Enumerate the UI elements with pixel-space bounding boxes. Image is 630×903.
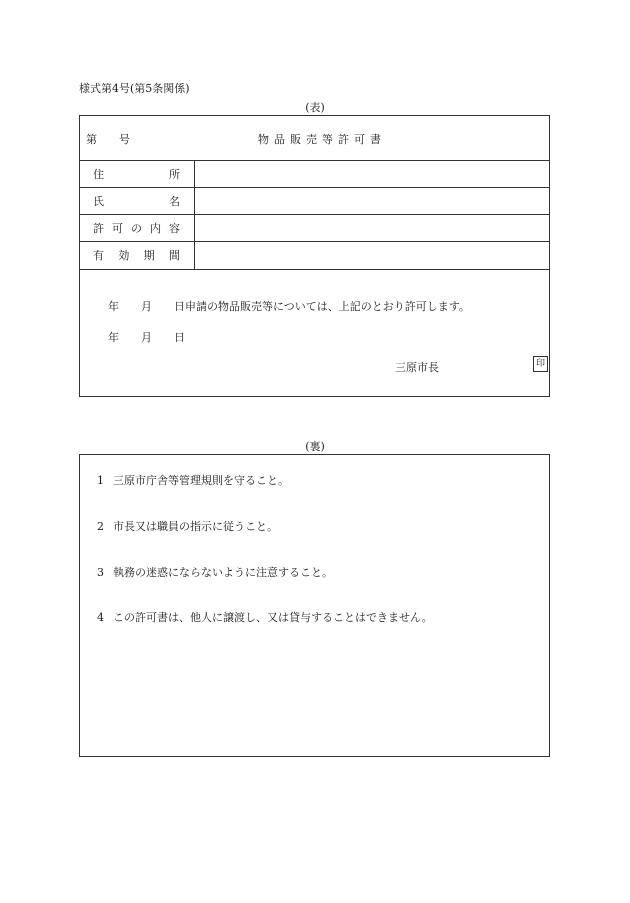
permit-content-label: 許 可 の 内 容 (93, 222, 180, 235)
permit-statement: 年 月 日申請の物品販売等については、上記のとおり許可します。 (108, 300, 470, 313)
name-label: 氏 名 (93, 195, 180, 208)
issue-date: 年 月 日 (108, 331, 185, 344)
note-text: 執務の迷惑にならないように注意すること。 (113, 566, 333, 579)
permit-form-back (79, 454, 550, 757)
note-number: 1 (97, 474, 104, 487)
note-text: 市長又は職員の指示に従うこと。 (113, 520, 278, 533)
note-item (97, 564, 333, 580)
note-number: 3 (97, 566, 104, 579)
permit-content-field[interactable] (196, 215, 545, 241)
seal-stamp: 印 (533, 356, 548, 372)
form-number-label: 様式第4号(第5条関係) (79, 82, 190, 95)
note-item (97, 609, 433, 625)
address-label: 住 所 (93, 168, 180, 181)
note-item (97, 472, 289, 488)
validity-period-label: 有 効 期 間 (93, 249, 180, 262)
note-text: この許可書は、他人に譲渡し、又は貸与することはできません。 (113, 611, 433, 624)
note-text: 三原市庁舎等管理規則を守ること。 (113, 474, 289, 487)
address-field[interactable] (196, 161, 545, 187)
note-number: 4 (97, 611, 104, 624)
name-field[interactable] (196, 188, 545, 214)
back-side-label: (裏) (305, 440, 325, 453)
validity-period-field[interactable] (196, 242, 545, 268)
document-title: 物品販売等許可書 (258, 133, 386, 146)
column-divider (194, 160, 195, 269)
front-side-label: (表) (305, 101, 325, 114)
permit-form-front (79, 115, 550, 397)
permit-number-label: 第 号 (86, 133, 130, 146)
issuer-mayor: 三原市長 (395, 361, 439, 374)
row-divider (80, 269, 549, 270)
note-item (97, 518, 278, 534)
note-number: 2 (97, 520, 104, 533)
